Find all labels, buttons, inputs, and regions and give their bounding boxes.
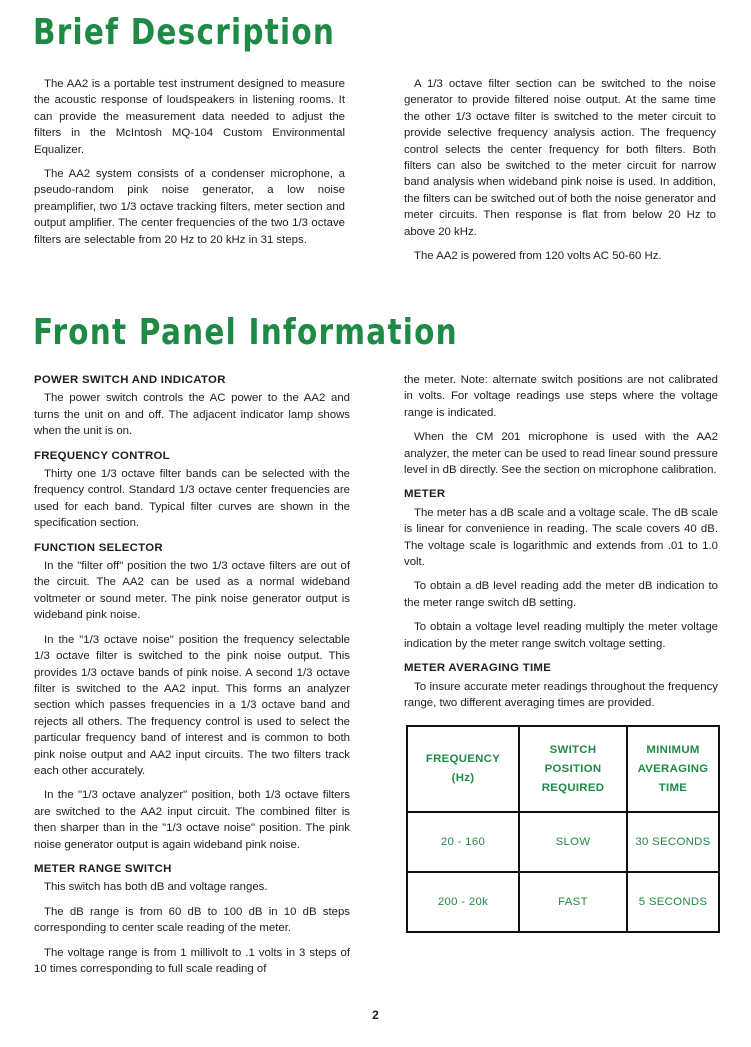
continued-text: the meter. Note: alternate switch positions are not calibrated in volts. For voltage readings use steps where the voltage range is indicated.: [404, 374, 718, 419]
brief-right-column: [404, 76, 716, 272]
brief-description-title: Brief Description: [33, 12, 336, 53]
table-header-row: [407, 726, 719, 812]
header-frequency-line: FREQUENCY: [425, 753, 501, 766]
table-row: [407, 872, 719, 932]
meter-heading: METER: [404, 488, 446, 501]
averaging-time-table: [406, 725, 720, 933]
brief-paragraph: A 1/3 octave filter section can be switched to the noise generator to provide filtered noise output. At the same time the other 1/3 octave filter is switched to the meter circuit to provide selective frequency analysis action. The frequency control selects the center frequency for both filters. Both filters can also be switched to the meter circuit for narrow band analysis when wideband pink noise is used. In addition, the filters can be switched out of both the noise generator and meter circuits. Then response is flat from below 20 Hz to above 20 kHz.: [404, 78, 716, 238]
power-switch-text: The power switch controls the AC power to the AA2 and turns the unit on and off. The adjacent indicator lamp shows when the unit is on.: [34, 392, 350, 438]
meter-range-heading: METER RANGE SWITCH: [34, 862, 172, 875]
averaging-time-table-wrapper: [406, 725, 720, 933]
frequency-control-heading: FREQUENCY CONTROL: [34, 449, 170, 462]
brief-paragraph: The AA2 is a portable test instrument designed to measure the acoustic response of loudspeakers in listening rooms. It can provide the measurement data needed to adjust the filters in the McIntosh MQ-104 Custom Environmental Equalizer.: [34, 78, 345, 156]
switch-position-cell: SLOW: [519, 812, 627, 872]
header-frequency: [407, 726, 519, 812]
table-row: [407, 812, 719, 872]
function-selector-text: In the "1/3 octave analyzer" position, both 1/3 octave filters are switched to the AA2 input circuit. The combined filter is then sharper than in the "1/3 octave noise" position. The pink noise generator output is again wideband pink noise.: [34, 789, 350, 851]
header-switch-line: REQUIRED: [541, 781, 605, 794]
front-right-column: [404, 372, 718, 933]
meter-range-text: This switch has both dB and voltage ranges.: [44, 881, 268, 894]
frequency-control-text: Thirty one 1/3 octave filter bands can be selected with the frequency control. Standard 1/3 octave center frequencies are used for each band. Typical filter curves are shown in the specification section.: [34, 468, 350, 530]
header-switch-line: POSITION: [544, 762, 602, 775]
microphone-text: When the CM 201 microphone is used with the AA2 analyzer, the meter can be used to read linear sound pressure level in dB directly. See the section on microphone calibration.: [404, 431, 718, 477]
averaging-time-heading: METER AVERAGING TIME: [404, 662, 552, 675]
function-selector-heading: FUNCTION SELECTOR: [34, 541, 163, 554]
header-minimum-averaging-time: [627, 726, 719, 812]
header-minimum-line: AVERAGING: [637, 762, 709, 775]
averaging-time-cell: 30 SECONDS: [627, 812, 719, 872]
switch-position-cell: FAST: [519, 872, 627, 932]
page-number: 2: [372, 1008, 379, 1022]
frequency-cell: 20 - 160: [407, 812, 519, 872]
meter-text: To obtain a dB level reading add the meter dB indication to the meter range switch dB setting.: [404, 580, 718, 609]
header-switch-position: [519, 726, 627, 812]
frequency-cell: 200 - 20k: [407, 872, 519, 932]
front-panel-title: Front Panel Information: [33, 312, 458, 353]
function-selector-text: In the "filter off" position the two 1/3 octave filters are out of the circuit. The AA2 can be used as a normal wideband voltmeter or sound meter. The pink noise generator output is wideband pink noise.: [34, 560, 350, 622]
meter-range-text: The voltage range is from 1 millivolt to .1 volts in 3 steps of 10 times corresponding to full scale reading of: [34, 946, 350, 975]
header-minimum-line: MINIMUM: [646, 743, 700, 756]
header-minimum-line: TIME: [658, 781, 688, 794]
front-left-column: [34, 372, 350, 985]
power-switch-heading: POWER SWITCH AND INDICATOR: [34, 374, 226, 386]
function-selector-text: In the "1/3 octave noise" position the frequency selectable 1/3 octave filter is switched to the pink noise output. This provides 1/3 octave bands of pink noise. A second 1/3 octave filter is switched to the AA2 input. This forms an analyzer section which passes frequencies in a 1/3 octave band and rejects all others. The frequency control is used to select the particular frequency band of interest and is common to both pink noise output and AA2 input circuits. The two filters track each other accurately.: [34, 633, 350, 777]
header-frequency-unit: (Hz): [451, 772, 475, 785]
brief-left-column: [34, 76, 345, 256]
meter-text: To obtain a voltage level reading multiply the meter voltage indication by the meter range switch voltage setting.: [404, 621, 718, 650]
meter-text: The meter has a dB scale and a voltage scale. The dB scale is linear for convenience in reading. The scale covers 40 dB. The voltage scale is logarithmic and extends from .01 to 1.0 volt.: [404, 506, 718, 569]
header-switch-line: SWITCH: [549, 743, 597, 756]
averaging-time-text: To insure accurate meter readings throughout the frequency range, two different averaging times are provided.: [404, 680, 718, 709]
brief-paragraph: The AA2 is powered from 120 volts AC 50-60 Hz.: [414, 250, 662, 263]
averaging-time-cell: 5 SECONDS: [627, 872, 719, 932]
brief-paragraph: The AA2 system consists of a condenser microphone, a pseudo-random pink noise generator, a low noise preamplifier, two 1/3 octave tracking filters, meter section and output amplifier. The center frequencies of the two 1/3 octave filters are selectable from 20 Hz to 20 kHz in 31 steps.: [34, 168, 345, 246]
meter-range-text: The dB range is from 60 dB to 100 dB in 10 dB steps corresponding to center scale reading of the meter.: [34, 905, 350, 935]
